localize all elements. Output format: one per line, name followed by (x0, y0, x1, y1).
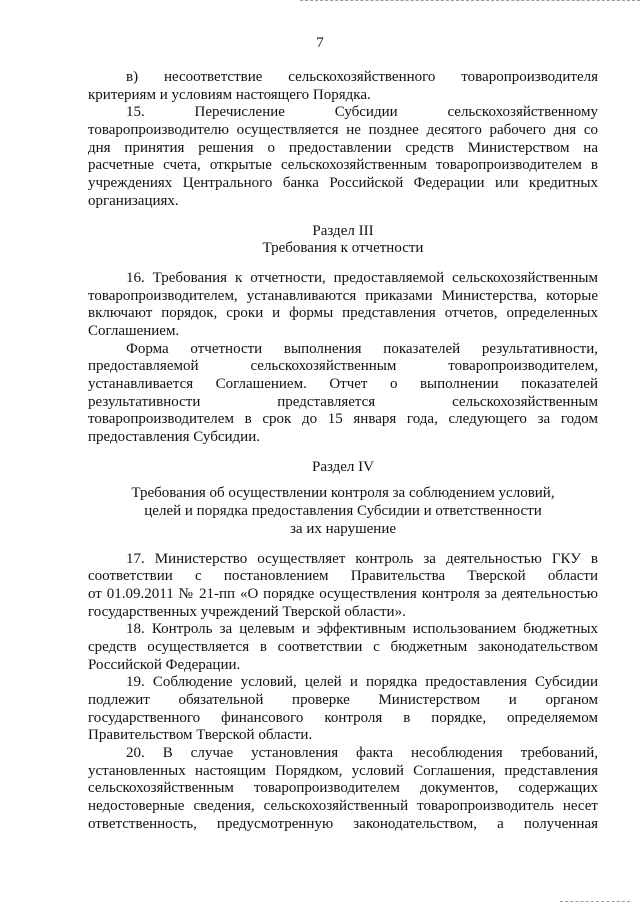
text-line: государственного финансового контроля в порядке, определяемом (88, 709, 598, 726)
paragraph-v (88, 69, 598, 104)
text-line: устанавливается Соглашением. Отчет о выполнении показателей (88, 376, 598, 392)
text-line: соответствии с постановлением Правительства Тверской области (88, 568, 598, 585)
text-line: средств осуществляется в соответствии с бюджетным законодательством (88, 638, 598, 655)
text-line: ответственность, предусмотренную законодательством, а полученная (88, 815, 598, 832)
scan-edge-top (300, 0, 640, 2)
text-line: товаропроизводителю осуществляется не позднее десятого рабочего дня со (88, 122, 598, 139)
text-line: 15. Перечисление Субсидии сельскохозяйственному (126, 104, 598, 121)
text-line: 19. Соблюдение условий, целей и порядка предоставления Субсидии (126, 674, 598, 691)
paragraph-20 (88, 745, 598, 833)
section-subtitle: Требования об осуществлении контроля за соблюдением условий, (131, 485, 555, 502)
section-subtitle: целей и порядка предоставления Субсидии и ответственности (144, 503, 542, 520)
text-line: товаропроизводителем, устанавливаются приказами Министерства, которые (88, 287, 598, 304)
text-line: организациях. (88, 192, 179, 209)
section-title: Раздел IV (311, 458, 374, 475)
section-subtitle: за их нарушение (289, 520, 397, 537)
text-line: государственных учреждений Тверской области». (88, 603, 406, 620)
text-line: недостоверные сведения, сельскохозяйственный товаропроизводитель несет (88, 798, 598, 815)
text-line: Соглашением. (88, 322, 180, 339)
text-line: 17. Министерство осуществляет контроль за деятельностью ГКУ в (126, 550, 598, 567)
text-line: расчетные счета, открытые сельскохозяйственным товаропроизводителем в (88, 157, 598, 174)
scan-edge-bottom (560, 901, 630, 903)
text-line: дня принятия решения о предоставлении средств Министерством на (88, 139, 598, 156)
text-line: Правительством Тверской области. (88, 727, 313, 744)
text-line: Форма отчетности выполнения показателей результативности, (126, 340, 598, 357)
text-line: учреждениях Центрального банка Российской Федерации или кредитных (88, 175, 598, 192)
text-line: Российской Федерации. (88, 656, 241, 673)
document-body (88, 69, 598, 834)
text-line: подлежит обязательной проверке Министерством и органом (88, 692, 598, 708)
section-3-heading (88, 223, 598, 258)
section-title: Раздел III (312, 222, 374, 239)
text-line: предоставляемой сельскохозяйственным товаропроизводителем, (88, 358, 598, 375)
text-line: 20. В случае установления факта несоблюдения требований, (126, 745, 598, 762)
paragraph-15 (88, 104, 598, 210)
paragraph-16-form (88, 341, 598, 447)
text-line: предоставления Субсидии. (88, 429, 260, 446)
text-line: критериям и условиям настоящего Порядка. (88, 86, 371, 103)
text-line: включают порядок, сроки и формы представления отчетов, определенных (88, 305, 598, 322)
paragraph-16 (88, 270, 598, 341)
text-line: 16. Требования к отчетности, предоставляемой сельскохозяйственным (126, 269, 598, 286)
text-line: товаропроизводителем в срок до 15 января года, следующего за годом (88, 411, 598, 428)
page-number: 7 (316, 35, 324, 51)
text-line: от 01.09.2011 № 21-пп «О порядке осуществления контроля за деятельностью (88, 585, 598, 602)
section-4-heading (88, 459, 598, 539)
text-line: в) несоответствие сельскохозяйственного товаропроизводителя (126, 69, 598, 85)
paragraph-17 (88, 551, 598, 622)
text-line: сельскохозяйственным товаропроизводителем документов, содержащих (88, 780, 598, 797)
paragraph-19 (88, 674, 598, 745)
section-subtitle: Требования к отчетности (262, 240, 424, 257)
text-line: установленных настоящим Порядком, условий Соглашения, представления (88, 762, 598, 779)
text-line: результативности представляется сельскохозяйственным (88, 393, 598, 410)
paragraph-18 (88, 621, 598, 674)
text-line: 18. Контроль за целевым и эффективным использованием бюджетных (126, 621, 598, 638)
